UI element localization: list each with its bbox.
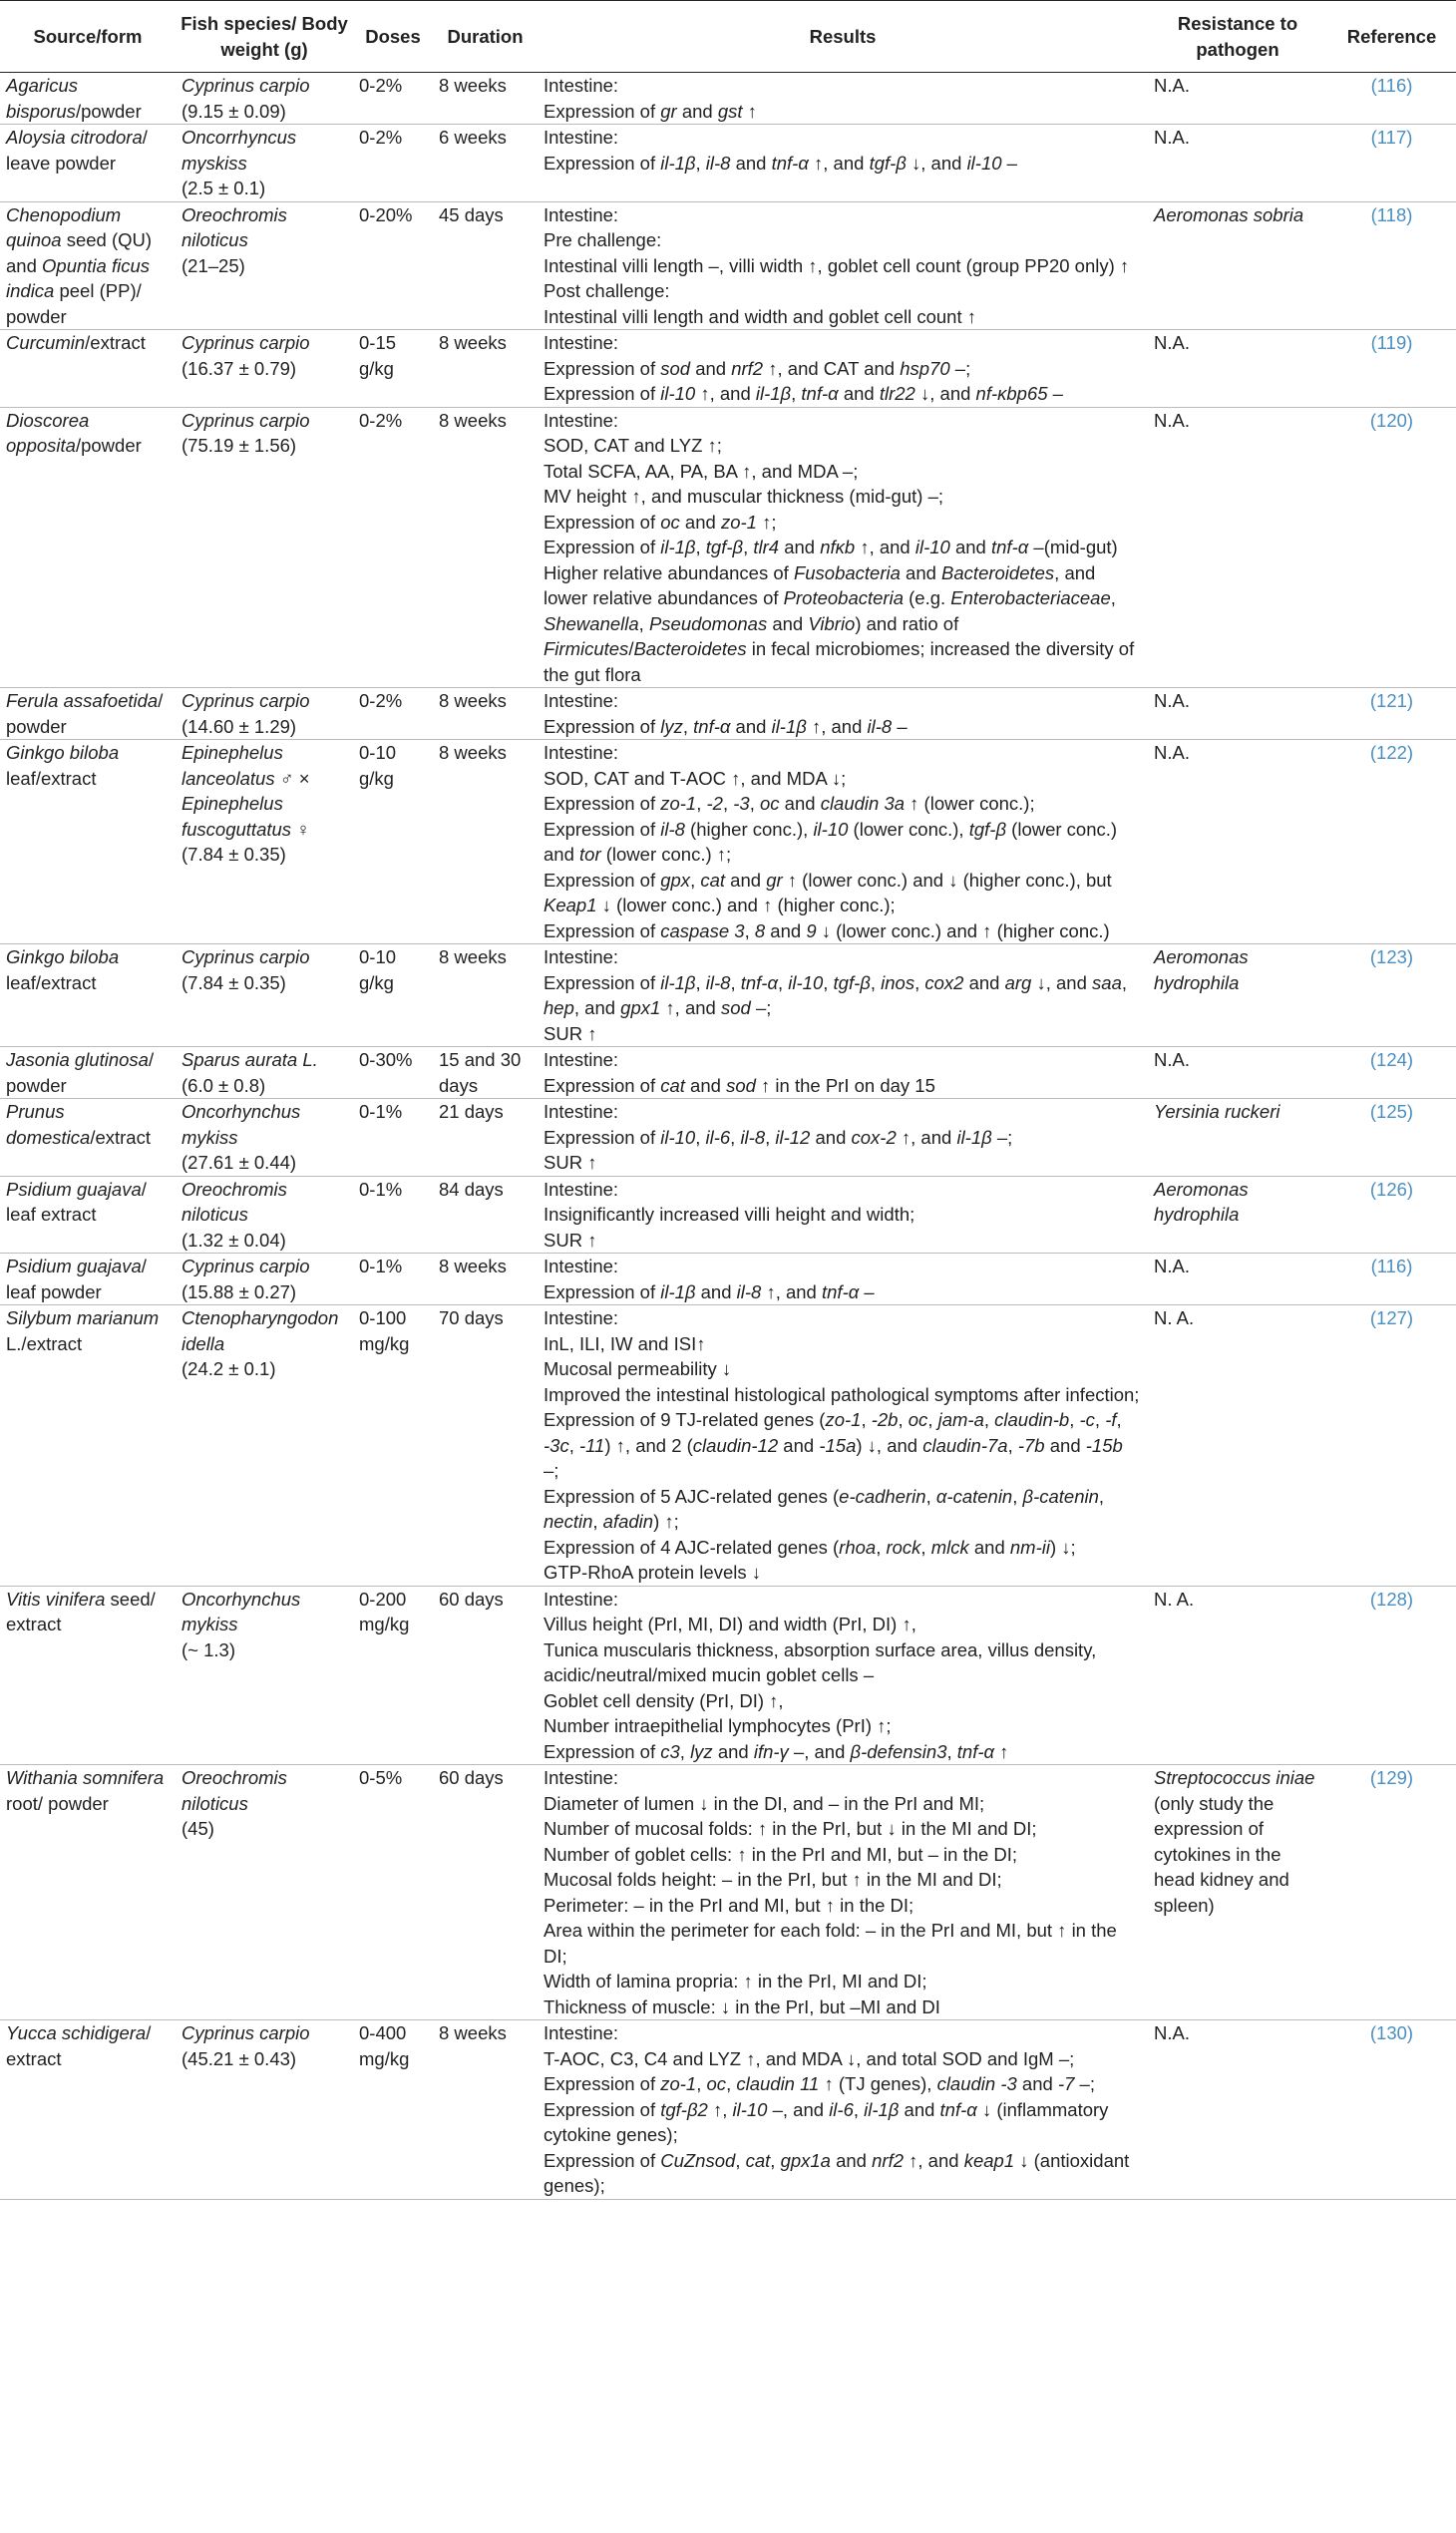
cell-reference: (126) [1327, 1176, 1456, 1254]
cell-duration: 21 days [433, 1099, 538, 1177]
result-line: Intestine: [544, 1588, 619, 1610]
result-line: Intestine: [544, 690, 619, 711]
cell-species: Cyprinus carpio (7.84 ± 0.35) [176, 944, 353, 1047]
cell-dose: 0-1% [353, 1099, 433, 1177]
cell-pathogen: Aeromonas hydrophila [1148, 944, 1327, 1047]
cell-duration: 8 weeks [433, 740, 538, 944]
table-row [0, 1099, 1456, 1177]
cell-source: Prunus domestica/extract [0, 1099, 176, 1177]
result-line: Intestine: [544, 742, 619, 763]
table-row [0, 330, 1456, 408]
cell-results [538, 1254, 1148, 1305]
result-line: Number of goblet cells: ↑ in the PrI and MI, but – in the DI; [544, 1843, 1018, 1865]
cell-pathogen: N.A. [1148, 1047, 1327, 1099]
cell-dose: 0-2% [353, 125, 433, 202]
result-line: SUR ↑ [544, 1022, 597, 1044]
cell-source: Aloysia citrodora/ leave powder [0, 125, 176, 202]
table-row [0, 1586, 1456, 1765]
cell-species: Oncorhynchus mykiss (~ 1.3) [176, 1586, 353, 1765]
table-header [0, 1, 1456, 73]
cell-species: Cyprinus carpio (45.21 ± 0.43) [176, 2020, 353, 2200]
result-line: Post challenge: [544, 280, 670, 301]
result-line: Tunica muscularis thickness, absorption surface area, villus density, acidic/neutral/mixed mucin goblet cells – [544, 1638, 1097, 1685]
result-line: Villus height (PrI, MI, DI) and width (PrI, DI) ↑, [544, 1614, 916, 1634]
cell-reference: (127) [1327, 1305, 1456, 1587]
result-line: Intestine: [544, 409, 619, 431]
result-line: Insignificantly increased villi height and width; [544, 1204, 915, 1225]
cell-pathogen: N.A. [1148, 73, 1327, 125]
table-row [0, 201, 1456, 330]
cell-source: Jasonia glutinosa/ powder [0, 1047, 176, 1099]
result-line: Expression of il-10, il-6, il-8, il-12 and cox-2 ↑, and il-1β –; [544, 1126, 1013, 1148]
cell-pathogen: N.A. [1148, 125, 1327, 202]
cell-duration: 70 days [433, 1305, 538, 1587]
cell-results [538, 201, 1148, 330]
cell-source: Yucca schidigera/ extract [0, 2020, 176, 2200]
header-duration: Duration [433, 1, 538, 73]
result-line: SOD, CAT and LYZ ↑; [544, 435, 722, 456]
cell-species: Oreochromis niloticus (1.32 ± 0.04) [176, 1176, 353, 1254]
cell-results [538, 1586, 1148, 1765]
result-line: Width of lamina propria: ↑ in the PrI, MI and DI; [544, 1971, 927, 1991]
cell-reference: (125) [1327, 1099, 1456, 1177]
cell-source: Ginkgo biloba leaf/extract [0, 944, 176, 1047]
result-line: Intestinal villi length and width and goblet cell count ↑ [544, 305, 976, 327]
result-line: Expression of 4 AJC-related genes (rhoa, rock, mlck and nm-ii) ↓; [544, 1536, 1076, 1558]
cell-duration: 8 weeks [433, 688, 538, 740]
result-line: Expression of c3, lyz and ifn-γ –, and β-defensin3, tnf-α ↑ [544, 1740, 1009, 1762]
cell-pathogen: N.A. [1148, 2020, 1327, 2200]
cell-pathogen: Aeromonas hydrophila [1148, 1176, 1327, 1254]
cell-species: Cyprinus carpio (14.60 ± 1.29) [176, 688, 353, 740]
cell-duration: 45 days [433, 201, 538, 330]
cell-source: Ginkgo biloba leaf/extract [0, 740, 176, 944]
cell-species: Epinephelus lanceolatus ♂ × Epinephelus fuscoguttatus ♀ (7.84 ± 0.35) [176, 740, 353, 944]
table-row [0, 944, 1456, 1047]
table-row [0, 73, 1456, 125]
result-line: Intestine: [544, 1178, 619, 1200]
result-line: Number intraepithelial lymphocytes (PrI) ↑; [544, 1715, 892, 1736]
cell-dose: 0-30% [353, 1047, 433, 1099]
result-line: Mucosal permeability ↓ [544, 1358, 732, 1379]
cell-duration: 60 days [433, 1586, 538, 1765]
result-line: Thickness of muscle: ↓ in the PrI, but –MI and DI [544, 1995, 940, 2017]
result-line: Total SCFA, AA, PA, BA ↑, and MDA –; [544, 460, 859, 482]
cell-pathogen: Yersinia ruckeri [1148, 1099, 1327, 1177]
cell-duration: 6 weeks [433, 125, 538, 202]
cell-source: Ferula assafoetida/ powder [0, 688, 176, 740]
cell-pathogen: N. A. [1148, 1305, 1327, 1587]
cell-reference: (128) [1327, 1586, 1456, 1765]
cell-results [538, 1305, 1148, 1587]
cell-dose: 0-200 mg/kg [353, 1586, 433, 1765]
result-line: Intestine: [544, 127, 619, 148]
table-row [0, 1047, 1456, 1099]
cell-results [538, 125, 1148, 202]
cell-reference: (122) [1327, 740, 1456, 944]
cell-pathogen: N. A. [1148, 1586, 1327, 1765]
table-row [0, 125, 1456, 202]
cell-pathogen: Streptococcus iniae (only study the expression of cytokines in the head kidney and spleen) [1148, 1765, 1327, 2020]
cell-source: Vitis vinifera seed/ extract [0, 1586, 176, 1765]
cell-reference: (116) [1327, 73, 1456, 125]
cell-duration: 15 and 30 days [433, 1047, 538, 1099]
result-line: Expression of gr and gst ↑ [544, 100, 757, 122]
cell-species: Oncorrhyncus myskiss (2.5 ± 0.1) [176, 125, 353, 202]
result-line: Expression of caspase 3, 8 and 9 ↓ (lower conc.) and ↑ (higher conc.) [544, 919, 1110, 941]
cell-dose: 0-5% [353, 1765, 433, 2020]
table-row [0, 688, 1456, 740]
cell-duration: 8 weeks [433, 2020, 538, 2200]
cell-pathogen: N.A. [1148, 407, 1327, 688]
cell-pathogen: N.A. [1148, 330, 1327, 408]
cell-reference: (117) [1327, 125, 1456, 202]
cell-pathogen: N.A. [1148, 688, 1327, 740]
cell-species: Sparus aurata L. (6.0 ± 0.8) [176, 1047, 353, 1099]
result-line: MV height ↑, and muscular thickness (mid-gut) –; [544, 486, 943, 507]
result-line: Expression of CuZnsod, cat, gpx1a and nrf2 ↑, and keap1 ↓ (antioxidant genes); [544, 2149, 1130, 2196]
result-line: Number of mucosal folds: ↑ in the PrI, but ↓ in the MI and DI; [544, 1818, 1037, 1839]
cell-results [538, 740, 1148, 944]
result-line: Improved the intestinal histological pathological symptoms after infection; [544, 1383, 1140, 1405]
table-row [0, 1765, 1456, 2020]
cell-source: Dioscorea opposita/powder [0, 407, 176, 688]
result-line: Higher relative abundances of Fusobacteria and Bacteroidetes, and lower relative abundances of Proteobacteria (e.g. Enterobacteriaceae, Shewanella, Pseudomonas and Vibrio) and ratio of Firmicutes/Bacteroidetes in fecal microbiomes; increased the diversity of the gut flora [544, 561, 1135, 685]
cell-results [538, 73, 1148, 125]
cell-source: Curcumin/extract [0, 330, 176, 408]
cell-results [538, 1176, 1148, 1254]
cell-dose: 0-20% [353, 201, 433, 330]
cell-species: Cyprinus carpio (75.19 ± 1.56) [176, 407, 353, 688]
cell-species: Cyprinus carpio (16.37 ± 0.79) [176, 330, 353, 408]
header-doses: Doses [353, 1, 433, 73]
table-row [0, 1176, 1456, 1254]
header-source: Source/form [0, 1, 176, 73]
result-line: Expression of il-1β, il-8, tnf-α, il-10, tgf-β, inos, cox2 and arg ↓, and saa, hep, and gpx1 ↑, and sod –; [544, 971, 1127, 1018]
table-row [0, 2020, 1456, 2200]
result-line: Intestine: [544, 946, 619, 967]
cell-duration: 60 days [433, 1765, 538, 2020]
cell-duration: 8 weeks [433, 1254, 538, 1305]
cell-source: Chenopodium quinoa seed (QU) and Opuntia ficus indica peel (PP)/ powder [0, 201, 176, 330]
cell-reference: (119) [1327, 330, 1456, 408]
result-line: Expression of oc and zo-1 ↑; [544, 511, 777, 533]
result-line: Intestine: [544, 1307, 619, 1328]
result-line: Expression of il-8 (higher conc.), il-10 (lower conc.), tgf-β (lower conc.) and tor (lower conc.) ↑; [544, 818, 1118, 865]
cell-results [538, 1765, 1148, 2020]
result-line: Mucosal folds height: – in the PrI, but ↑ in the MI and DI; [544, 1869, 1002, 1890]
cell-reference: (120) [1327, 407, 1456, 688]
cell-results [538, 944, 1148, 1047]
cell-species: Cyprinus carpio (15.88 ± 0.27) [176, 1254, 353, 1305]
result-line: Perimeter: – in the PrI and MI, but ↑ in the DI; [544, 1894, 914, 1916]
cell-dose: 0-15 g/kg [353, 330, 433, 408]
cell-source: Psidium guajava/ leaf extract [0, 1176, 176, 1254]
cell-dose: 0-2% [353, 407, 433, 688]
header-species: Fish species/ Body weight (g) [176, 1, 353, 73]
result-line: Expression of sod and nrf2 ↑, and CAT and hsp70 –; [544, 357, 971, 379]
cell-reference: (130) [1327, 2020, 1456, 2200]
cell-results [538, 688, 1148, 740]
cell-dose: 0-100 mg/kg [353, 1305, 433, 1587]
cell-reference: (116) [1327, 1254, 1456, 1305]
cell-results [538, 1099, 1148, 1177]
result-line: Intestine: [544, 75, 619, 96]
result-line: Expression of zo-1, oc, claudin 11 ↑ (TJ genes), claudin -3 and -7 –; [544, 2073, 1095, 2094]
result-line: GTP-RhoA protein levels ↓ [544, 1562, 761, 1583]
cell-dose: 0-400 mg/kg [353, 2020, 433, 2200]
result-line: Expression of cat and sod ↑ in the PrI on day 15 [544, 1074, 935, 1096]
result-line: InL, ILI, IW and ISI↑ [544, 1332, 706, 1354]
result-line: Expression of tgf-β2 ↑, il-10 –, and il-6, il-1β and tnf-α ↓ (inflammatory cytokine genes); [544, 2098, 1109, 2145]
result-line: Area within the perimeter for each fold: – in the PrI and MI, but ↑ in the DI; [544, 1920, 1117, 1967]
cell-pathogen: Aeromonas sobria [1148, 201, 1327, 330]
cell-duration: 8 weeks [433, 944, 538, 1047]
result-line: SOD, CAT and T-AOC ↑, and MDA ↓; [544, 767, 847, 789]
result-line: Intestine: [544, 203, 619, 225]
cell-results [538, 407, 1148, 688]
cell-reference: (124) [1327, 1047, 1456, 1099]
header-reference: Reference [1327, 1, 1456, 73]
table-row [0, 740, 1456, 944]
header-pathogen: Resistance to pathogen [1148, 1, 1327, 73]
cell-results [538, 2020, 1148, 2200]
cell-pathogen: N.A. [1148, 1254, 1327, 1305]
cell-dose: 0-1% [353, 1176, 433, 1254]
result-line: Expression of lyz, tnf-α and il-1β ↑, and il-8 – [544, 715, 908, 737]
result-line: Expression of il-1β and il-8 ↑, and tnf-α – [544, 1280, 875, 1302]
cell-reference: (121) [1327, 688, 1456, 740]
result-line: Goblet cell density (PrI, DI) ↑, [544, 1689, 784, 1711]
result-line: Intestine: [544, 2022, 619, 2043]
cell-species: Ctenopharyngodon idella (24.2 ± 0.1) [176, 1305, 353, 1587]
cell-source: Agaricus bisporus/powder [0, 73, 176, 125]
table-body [0, 73, 1456, 2200]
cell-species: Oncorhynchus mykiss (27.61 ± 0.44) [176, 1099, 353, 1177]
table-row [0, 1305, 1456, 1587]
cell-duration: 8 weeks [433, 73, 538, 125]
result-line: Pre challenge: [544, 229, 662, 250]
cell-pathogen: N.A. [1148, 740, 1327, 944]
result-line: Diameter of lumen ↓ in the DI, and – in the PrI and MI; [544, 1792, 985, 1814]
cell-dose: 0-10 g/kg [353, 740, 433, 944]
cell-duration: 8 weeks [433, 330, 538, 408]
cell-species: Oreochromis niloticus (21–25) [176, 201, 353, 330]
cell-source: Psidium guajava/ leaf powder [0, 1254, 176, 1305]
cell-dose: 0-2% [353, 688, 433, 740]
cell-dose: 0-10 g/kg [353, 944, 433, 1047]
cell-reference: (118) [1327, 201, 1456, 330]
result-line: Intestine: [544, 1049, 619, 1070]
table-row [0, 407, 1456, 688]
result-line: SUR ↑ [544, 1152, 597, 1173]
result-line: Expression of 9 TJ-related genes (zo-1, -2b, oc, jam-a, claudin-b, -c, -f, -3c, -11) ↑, and 2 (claudin-12 and -15a) ↓, and claudin-7a, -7b and -15b –; [544, 1409, 1123, 1481]
cell-reference: (123) [1327, 944, 1456, 1047]
cell-dose: 0-2% [353, 73, 433, 125]
result-line: Expression of il-10 ↑, and il-1β, tnf-α and tlr22 ↓, and nf-κbp65 – [544, 383, 1063, 404]
result-line: Intestine: [544, 1767, 619, 1788]
result-line: Expression of il-1β, tgf-β, tlr4 and nfκb ↑, and il-10 and tnf-α –(mid-gut) [544, 537, 1118, 557]
cell-duration: 8 weeks [433, 407, 538, 688]
cell-species: Oreochromis niloticus (45) [176, 1765, 353, 2020]
cell-dose: 0-1% [353, 1254, 433, 1305]
result-line: Expression of 5 AJC-related genes (e-cadherin, α-catenin, β-catenin, nectin, afadin) ↑; [544, 1485, 1105, 1532]
result-line: T-AOC, C3, C4 and LYZ ↑, and MDA ↓, and total SOD and IgM –; [544, 2047, 1075, 2069]
cell-results [538, 1047, 1148, 1099]
cell-source: Withania somnifera root/ powder [0, 1765, 176, 2020]
table-row [0, 1254, 1456, 1305]
result-line: Expression of il-1β, il-8 and tnf-α ↑, and tgf-β ↓, and il-10 – [544, 152, 1017, 174]
result-line: Intestine: [544, 1101, 619, 1122]
result-line: Intestine: [544, 332, 619, 353]
result-line: Expression of gpx, cat and gr ↑ (lower conc.) and ↓ (higher conc.), but Keap1 ↓ (lower conc.) and ↑ (higher conc.); [544, 869, 1112, 915]
result-line: SUR ↑ [544, 1229, 597, 1251]
result-line: Expression of zo-1, -2, -3, oc and claudin 3a ↑ (lower conc.); [544, 793, 1035, 814]
header-results: Results [538, 1, 1148, 73]
cell-duration: 84 days [433, 1176, 538, 1254]
result-line: Intestinal villi length –, villi width ↑, goblet cell count (group PP20 only) ↑ [544, 254, 1130, 276]
result-line: Intestine: [544, 1256, 619, 1276]
cell-results [538, 330, 1148, 408]
cell-source: Silybum marianum L./extract [0, 1305, 176, 1587]
cell-species: Cyprinus carpio (9.15 ± 0.09) [176, 73, 353, 125]
cell-reference: (129) [1327, 1765, 1456, 2020]
